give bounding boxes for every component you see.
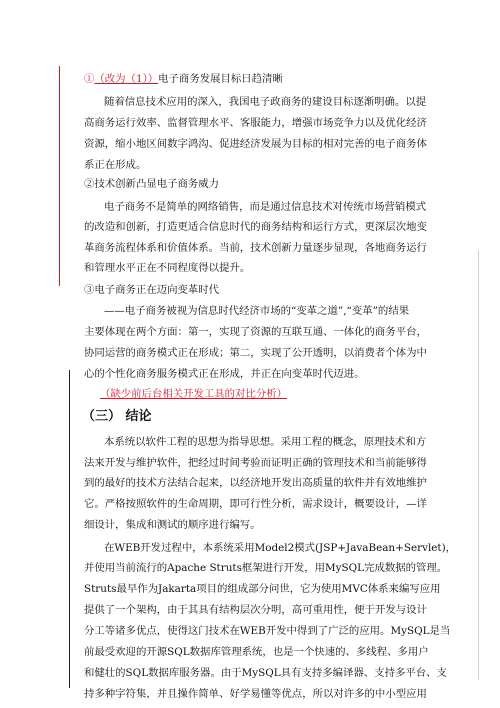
paragraph-line: 随着信息技术应用的深入，我国电子政商务的建设目标逐渐明确。以提 — [104, 96, 427, 108]
paragraph-line: 到的最好的技术方法结合起来，以经济地开发出高质量的软件并有效地维护 — [84, 477, 427, 489]
paragraph-line: ——电子商务被视为信息时代经济市场的“变革之道”,“变革”的结果 — [104, 305, 410, 317]
paragraph-line: Struts最早作为Jakarta项目的组成部分问世，它为使用MVC体系来编写应用 — [84, 583, 441, 595]
paragraph-line: 高商务运行效率、监督管理水平、客服能力，增强市场竞争力以及优化经济 — [84, 117, 427, 129]
section-1-title-text: 电子商务发展目标日趋清晰 — [158, 73, 283, 85]
paragraph-line: 心的个性化商务服务模式正在形成，并正在向变革时代迈进。 — [84, 368, 365, 380]
paragraph-line: 它。严格按照软件的生命周期，即可行性分析，需求设计，概要设计，—详 — [84, 498, 427, 510]
section-3-title: ③电子商务正在迈向变革时代 — [84, 284, 220, 296]
paragraph-line: 并使用当前流行的Apache Struts框架进行开发，用MySQL完成数据的管理。 — [84, 562, 448, 574]
revision-margin-bar — [69, 370, 70, 688]
revision-mark: （改为（1）） — [94, 73, 159, 85]
paragraph-line: 细设计，集成和测试的顺序进行编写。 — [84, 519, 261, 531]
paragraph-line: 和管理水平正在不同程度得以提升。 — [84, 262, 251, 274]
paragraph-line: 分工等诸多优点，使得这门技术在WEB开发中得到了广泛的应用。MySQL是当 — [84, 625, 451, 637]
revision-margin-bar — [59, 66, 60, 286]
paragraph-line: 持多种字符集，并且操作简单、好学易懂等优点，所以对许多的中小型应用 — [84, 688, 427, 700]
revision-comment: （缺少前后台相关开发工具的对比分析） — [100, 388, 288, 400]
paragraph-line: 革商务流程体系和价值体系。当前，技术创新力量逐步显现，各地商务运行 — [84, 242, 427, 254]
paragraph-line: 主要体现在两个方面：第一，实现了资源的互联互通、一体化的商务平台， — [84, 326, 427, 338]
right-margin-rule — [478, 250, 479, 680]
section-1-number: ① — [84, 73, 95, 85]
paragraph-line: 资源，缩小地区间数字鸿沟、促进经济发展为目标的相对完善的电子商务体 — [84, 138, 427, 150]
paragraph-line: 本系统以软件工程的思想为指导思想。采用工程的概念，原理技术和方 — [104, 436, 427, 448]
paragraph-line: 协同运营的商务模式正在形成；第二，实现了公开透明，以消费者个体为中 — [84, 347, 427, 359]
section-heading: （三） 结论 — [82, 409, 152, 424]
section-1-title — [84, 72, 283, 86]
section-2-title: ②技术创新凸显电子商务威力 — [84, 178, 220, 190]
paragraph-line: 在WEB开发过程中，本系统采用Model2模式(JSP+JavaBean+Servlet)， — [104, 542, 457, 554]
paragraph-line: 的改造和创新，打造更适合信息时代的商务结构和运行方式，更深层次地变 — [84, 221, 427, 233]
paragraph-line: 提供了一个架构，由于其具有结构层次分明，高可重用性，便于开发与设计 — [84, 604, 427, 616]
paragraph-line: 法来开发与维护软件，把经过时间考验而证明正确的管理技术和当前能够得 — [84, 457, 427, 469]
paragraph-line: 系正在形成。 — [84, 159, 147, 171]
paragraph-line: 电子商务不是简单的网络销售，而是通过信息技术对传统市场营销模式 — [104, 201, 427, 213]
paragraph-line: 前最受欢迎的开源SQL数据库管理系统，也是一个快速的、多线程、多用户 — [84, 646, 429, 658]
paragraph-line: 和健壮的SQL数据库服务器。由于MySQL具有支持多编译器、支持多平台、支 — [84, 667, 447, 679]
